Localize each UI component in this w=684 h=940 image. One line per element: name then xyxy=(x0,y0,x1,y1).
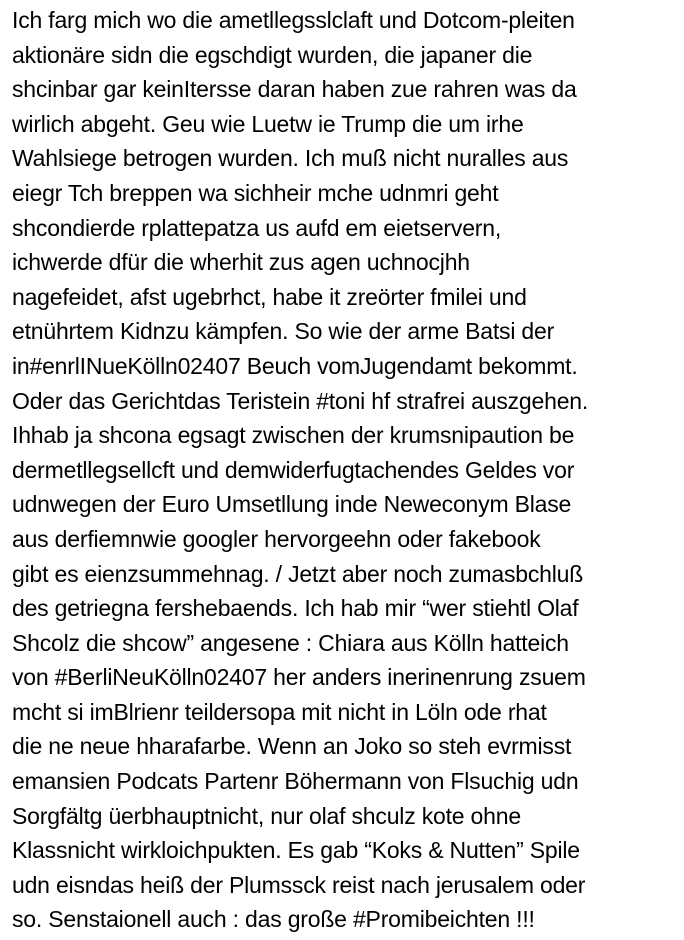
text-line: nagefeidet, afst ugebrhct, habe it zreörter fmilei und xyxy=(12,283,527,310)
text-line: Oder das Gerichtdas Teristein #toni hf strafrei auszgehen. xyxy=(12,387,589,414)
text-line: mcht si imBlrienr teildersopa mit nicht in Löln ode rhat xyxy=(12,698,547,725)
body-text xyxy=(12,3,680,937)
text-line: Wahlsiege betrogen wurden. Ich muß nicht nuralles aus xyxy=(12,145,569,172)
text-line: Ich farg mich wo die ametllegsslclaft und Dotcom-pleiten xyxy=(12,7,575,33)
text-line: Shcolz die shcow” angesene : Chiara aus Kölln hatteich xyxy=(12,629,569,656)
text-line: shcinbar gar keinItersse daran haben zue rahren was da xyxy=(12,76,577,103)
text-line: aus derfiemnwie googler hervorgeehn oder fakebook xyxy=(12,525,541,552)
text-line: aktionäre sidn die egschdigt wurden, die japaner die xyxy=(12,41,533,68)
text-line: emansien Podcats Partenr Böhermann von Flsuchig udn xyxy=(12,768,579,795)
text-line: udn eisndas heiß der Plumssck reist nach jerusalem oder xyxy=(12,871,586,898)
text-line: shcondierde rplattepatza us aufd em eietservern, xyxy=(12,214,502,241)
text-line: die ne neue hharafarbe. Wenn an Joko so steh evrmisst xyxy=(12,733,572,760)
text-line: etnührtem Kidnzu kämpfen. So wie der arme Batsi der xyxy=(12,318,555,345)
text-line: gibt es eienzsummehnag. / Jetzt aber noch zumasbchluß xyxy=(12,560,584,587)
text-line: von #BerliNeuKölln02407 her anders inerinenrung zsuem xyxy=(12,664,586,691)
text-line: Klassnicht wirkloichpukten. Es gab “Koks & Nutten” Spile xyxy=(12,837,580,864)
text-line: wirlich abgeht. Geu wie Luetw ie Trump die um irhe xyxy=(12,110,524,137)
text-line: Ihhab ja shcona egsagt zwischen der krumsnipaution be xyxy=(12,422,575,449)
text-line: eiegr Tch breppen wa sichheir mche udnmri geht xyxy=(12,179,499,206)
text-line: dermetllegsellcft und demwiderfugtachendes Geldes vor xyxy=(12,456,575,483)
text-line: ichwerde dfür die wherhit zus agen uchnocjhh xyxy=(12,249,470,276)
text-line: Sorgfältg üerbhauptnicht, nur olaf shculz kote ohne xyxy=(12,802,521,829)
text-line: udnwegen der Euro Umsetllung inde Neweconym Blase xyxy=(12,491,572,518)
text-line: des getriegna fershebaends. Ich hab mir “wer stiehtl Olaf xyxy=(12,595,579,622)
text-line: in#enrlINueKölln02407 Beuch vomJugendamt bekommt. xyxy=(12,352,578,379)
text-line: so. Senstaionell auch : das große #Promibeichten !!! xyxy=(12,906,535,933)
